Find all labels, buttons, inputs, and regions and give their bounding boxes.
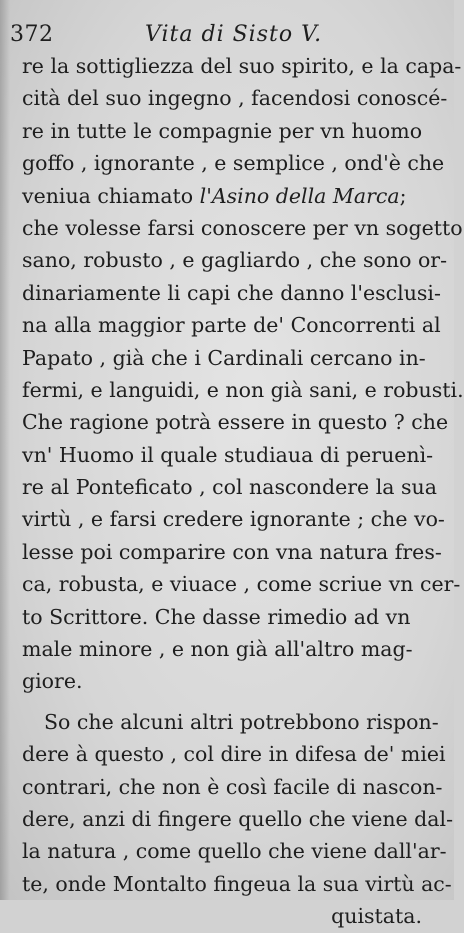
text-line-end: ; [399,183,407,208]
text-line: male minore , e non già all'altro mag- [22,637,413,662]
text-line: ca, robusta, e viuace , come scriue vn cer- [22,572,461,597]
text-line [22,180,422,212]
body-text [22,50,464,933]
text-line: So che alcuni altri potrebbono rispon- [44,709,439,734]
text-line-start: veniua chiamato [22,183,200,208]
page-header [10,22,430,52]
text-line: re la sottigliezza del suo spirito, e la capa- [22,54,462,78]
text-line: lesse poi comparire con vna natura fres- [22,539,442,564]
text-line: to Scrittore. Che dasse rimedio ad vn [22,604,411,629]
text-line: Papato , già che i Cardinali cercano in- [22,345,426,370]
text-line: la natura , come quello che viene dall'ar- [22,839,447,864]
paragraph-gap [22,698,422,706]
text-line: vn' Huomo il quale studiaua di peruenì- [22,442,434,467]
italic-epithet: l'Asino della Marca [199,183,400,208]
catchword: quistata. [331,904,422,929]
text-line: che volesse farsi conoscere per vn sogetto [22,215,463,240]
text-line: contrari, che non è così facile di nascon- [22,774,443,799]
page-number: 372 [10,22,54,47]
text-line: Che ragione potrà essere in questo ? che [22,410,449,435]
text-line: virtù , e farsi credere ignorante ; che vo- [22,507,445,532]
text-line: fermi, e languidi, e non già sani, e robusti. [22,377,464,402]
text-line: na alla maggior parte de' Concorrenti al [22,313,441,338]
text-line: dere à questo , col dire in difesa de' miei [22,742,446,767]
text-line: giore. [22,669,83,694]
text-line: goffo , ignorante , e semplice , ond'è che [22,151,445,176]
text-line: sano, robusto , e gagliardo , che sono or- [22,248,448,273]
text-line: re al Ponteficato , col nascondere la sua [22,475,437,500]
text-line: te, onde Montalto fingeua la sua virtù ac- [22,871,452,896]
text-line: dinariamente li capi che danno l'esclusi- [22,280,441,305]
text-line: dere, anzi di fingere quello che viene dal- [22,806,454,831]
gutter-shadow [0,0,10,900]
text-line: re in tutte le compagnie per vn huomo [22,118,423,143]
text-line: cità del suo ingegno , facendosi conoscé- [22,86,448,111]
running-title: Vita di Sisto V. [145,22,323,47]
